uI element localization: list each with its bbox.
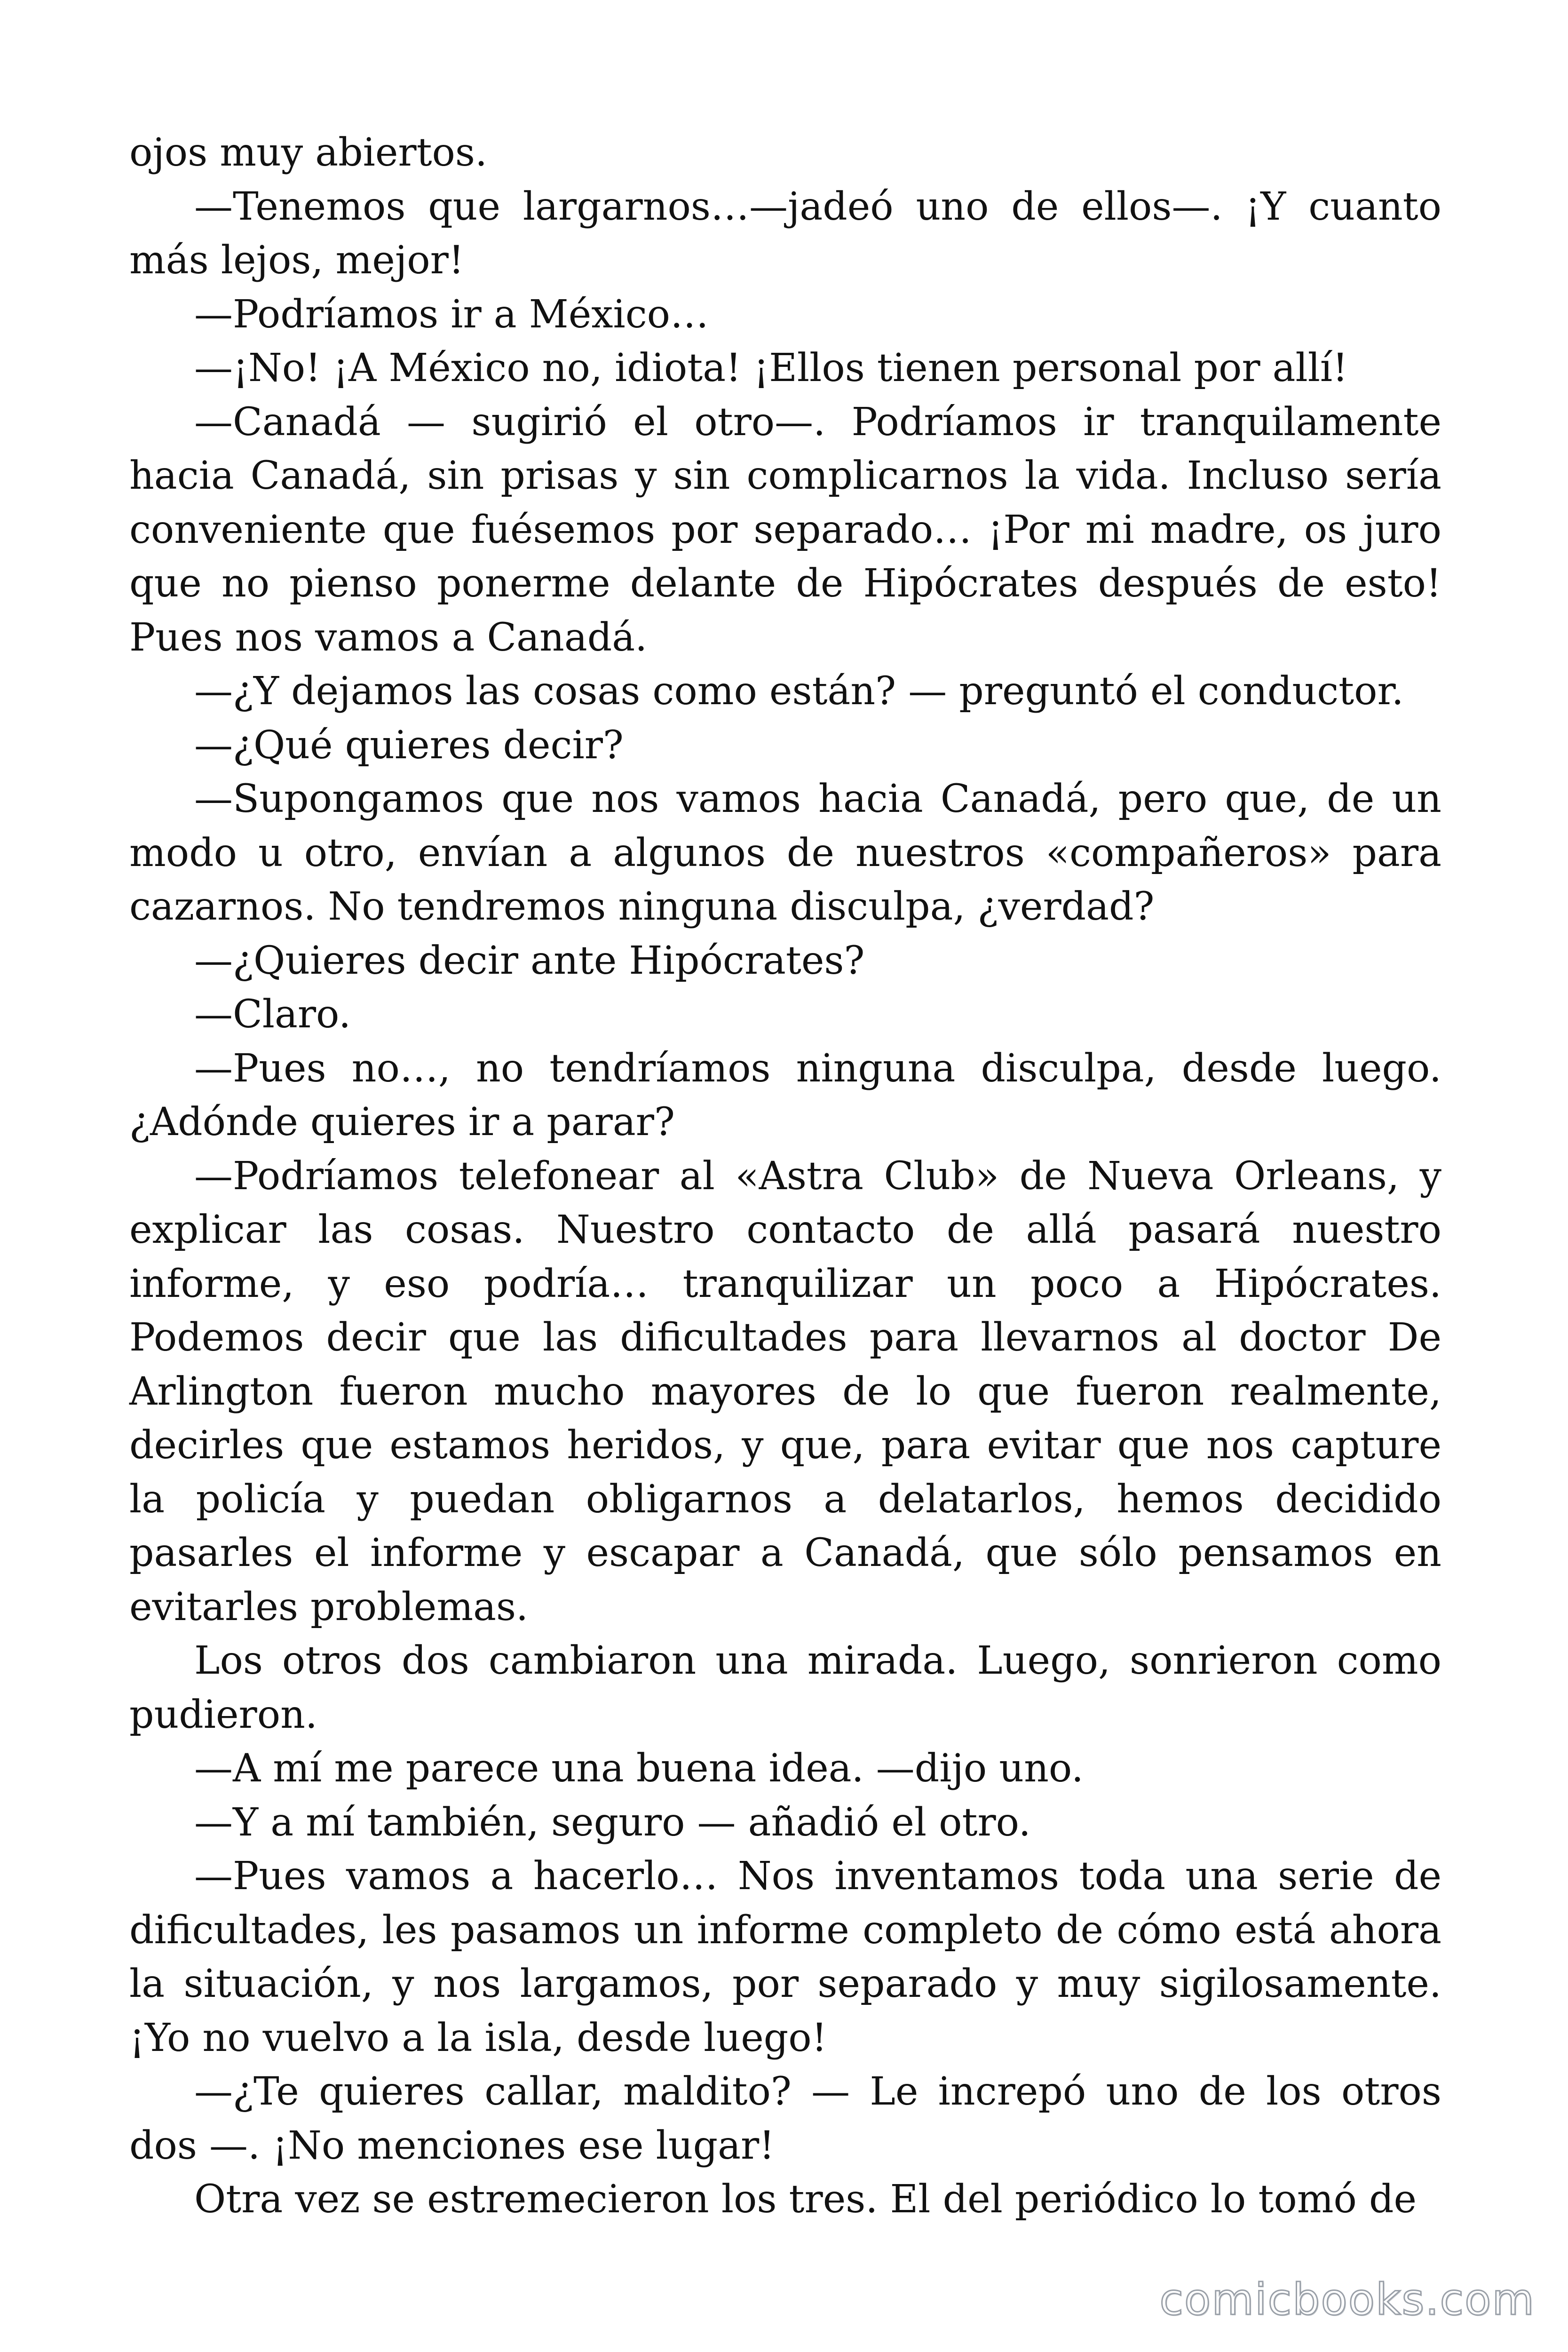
paragraph: —Y a mí también, seguro — añadió el otro. xyxy=(194,1800,1031,1845)
paragraph: Los otros dos cambiaron una mirada. Luego, sonrieron como pudieron. xyxy=(129,1638,1441,1737)
watermark: comicbooks.com xyxy=(1159,2274,1535,2325)
paragraph: —A mí me parece una buena idea. —dijo uno. xyxy=(194,1746,1084,1791)
paragraph: —¿Quieres decir ante Hipócrates? xyxy=(194,938,865,983)
paragraph: —Supongamos que nos vamos hacia Canadá, pero que, de un modo u otro, envían a algunos de nuestros «compañeros» para cazarnos. No tendremos ninguna disculpa, ¿verdad? xyxy=(129,777,1441,929)
paragraph: —Podríamos ir a México… xyxy=(194,292,709,337)
paragraph: ojos muy abiertos. xyxy=(129,130,488,175)
paragraph: —Claro. xyxy=(194,992,351,1037)
paragraph: —Pues no…, no tendríamos ninguna disculpa, desde luego. ¿Adónde quieres ir a parar? xyxy=(129,1046,1441,1144)
paragraph: —Tenemos que largarnos…—jadeó uno de ellos—. ¡Y cuanto más lejos, mejor! xyxy=(129,184,1441,283)
paragraph: —¿Qué quieres decir? xyxy=(194,723,624,768)
paragraph: —¡No! ¡A México no, idiota! ¡Ellos tienen personal por allí! xyxy=(194,346,1348,390)
paragraph: Otra vez se estremecieron los tres. El del periódico lo tomó de xyxy=(194,2177,1417,2222)
body-text xyxy=(129,126,1441,2227)
paragraph: —¿Y dejamos las cosas como están? — preguntó el conductor. xyxy=(194,669,1404,714)
paragraph: —¿Te quieres callar, maldito? — Le increpó uno de los otros dos —. ¡No menciones ese lugar! xyxy=(129,2069,1441,2168)
paragraph: —Canadá — sugirió el otro—. Podríamos ir tranquilamente hacia Canadá, sin prisas y sin complicarnos la vida. Incluso sería conveniente que fuésemos por separado… ¡Por mi madre, os juro que no pienso ponerme delante de Hipócrates después de esto! Pues nos vamos a Canadá. xyxy=(129,399,1441,660)
paragraph: —Pues vamos a hacerlo… Nos inventamos toda una serie de dificultades, les pasamos un informe completo de cómo está ahora la situación, y nos largamos, por separado y muy sigilosamente. ¡Yo no vuelvo a la isla, desde luego! xyxy=(129,1854,1441,2060)
paragraph: —Podríamos telefonear al «Astra Club» de Nueva Orleans, y explicar las cosas. Nuestro contacto de allá pasará nuestro informe, y eso podría… tranquilizar un poco a Hipócrates. Podemos decir que las dificultades para llevarnos al doctor De Arlington fueron mucho mayores de lo que fueron realmente, decirles que estamos heridos, y que, para evitar que nos capture la policía y puedan obligarnos a delatarlos, hemos decidido pasarles el informe y escapar a Canadá, que sólo pensamos en evitarles problemas. xyxy=(129,1153,1441,1629)
